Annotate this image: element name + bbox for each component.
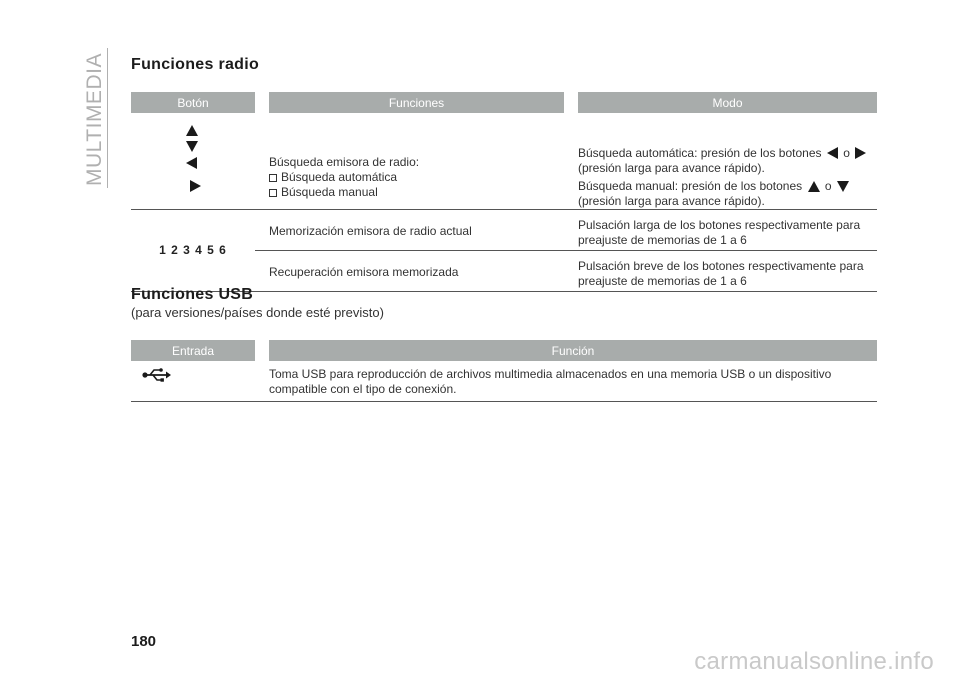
- arrow-down-icon: [186, 141, 198, 152]
- bullet-icon: [269, 174, 277, 182]
- header-button: Botón: [131, 92, 255, 113]
- arrow-up-icon: [186, 125, 198, 136]
- header-input: Entrada: [131, 340, 255, 361]
- memorize-function: Memorización emisora de radio actual: [269, 210, 564, 251]
- watermark: carmanualsonline.info: [694, 648, 934, 675]
- header-function: Función: [269, 340, 877, 361]
- search-option-auto: Búsqueda automática: [281, 170, 398, 184]
- header-mode: Modo: [578, 92, 877, 113]
- bullet-icon: [269, 189, 277, 197]
- header-functions: Funciones: [269, 92, 564, 113]
- page-number: 180: [131, 633, 157, 650]
- usb-section-subtitle: (para versiones/países donde esté previsto): [131, 305, 384, 320]
- arrow-right-icon: [190, 180, 201, 192]
- arrow-left-icon: [827, 147, 838, 159]
- mode-auto-note: (presión larga para avance rápido).: [578, 161, 765, 175]
- chapter-side-tab: [83, 53, 106, 186]
- usb-section-title: Funciones USB: [131, 286, 254, 303]
- radio-functions-table: [131, 92, 877, 292]
- mode-manual-note: (presión larga para avance rápido).: [578, 194, 765, 208]
- recall-function: Recuperación emisora memorizada: [269, 251, 564, 292]
- table-row-search: [131, 113, 877, 210]
- chapter-label: MULTIMEDIA: [83, 53, 106, 186]
- mode-manual-or: o: [824, 179, 832, 193]
- arrow-left-icon: [186, 157, 197, 169]
- search-button-icons: [131, 123, 255, 195]
- mode-auto-text: Búsqueda automática: presión de los botones: [578, 146, 822, 160]
- arrow-down-icon: [837, 181, 849, 192]
- usb-icon: [142, 367, 172, 383]
- chapter-divider: [107, 48, 108, 188]
- radio-section-title: Funciones radio: [131, 56, 260, 73]
- table-row-memorize: [131, 210, 877, 251]
- usb-function-text: Toma USB para reproducción de archivos multimedia almacenados en una memoria USB o un dispositivo compatible con el tipo de conexión.: [269, 361, 877, 402]
- arrow-right-icon: [855, 147, 866, 159]
- search-option-manual: Búsqueda manual: [281, 185, 378, 199]
- search-function-title: Búsqueda emisora de radio:: [269, 155, 420, 169]
- preset-buttons-label: 1 2 3 4 5 6: [159, 243, 227, 257]
- memorize-mode: Pulsación larga de los botones respectivamente para preajuste de memorias de 1 a 6: [578, 210, 877, 251]
- mode-manual-text: Búsqueda manual: presión de los botones: [578, 179, 803, 193]
- mode-auto-or: o: [843, 146, 850, 160]
- recall-mode: Pulsación breve de los botones respectivamente para preajuste de memorias de 1 a 6: [578, 251, 877, 292]
- usb-functions-table: [131, 340, 877, 402]
- arrow-up-icon: [808, 181, 820, 192]
- table-row-usb: [131, 361, 877, 402]
